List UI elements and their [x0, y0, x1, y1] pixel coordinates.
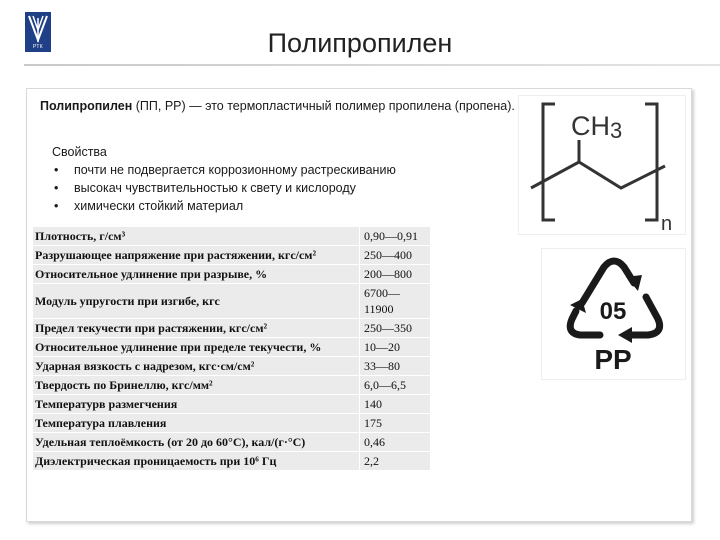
- recycle-triangle-icon: [542, 249, 685, 379]
- page-title: Полипропилен: [267, 28, 453, 58]
- table-row: [33, 452, 430, 471]
- table-row: [33, 376, 430, 395]
- property-name: Относительное удлинение при разрыве, %: [33, 265, 360, 284]
- property-value: 2,2: [360, 452, 431, 471]
- table-row: [33, 227, 430, 246]
- property-name: Разрушающее напряжение при растяжении, кгс/см²: [33, 246, 360, 265]
- intro-term: Полипропилен: [40, 99, 133, 113]
- table-row: [33, 414, 430, 433]
- properties-list: [52, 161, 472, 215]
- property-name: Плотность, г/см³: [33, 227, 360, 246]
- recycle-label: PP: [594, 344, 632, 375]
- property-value: 250—350: [360, 319, 431, 338]
- property-name: Модуль упругости при изгибе, кгс: [33, 284, 360, 319]
- structural-formula: [518, 95, 686, 235]
- property-name: Диэлектрическая проницаемость при 10⁶ Гц: [33, 452, 360, 471]
- property-name: Твердость по Бринеллю, кгс/мм²: [33, 376, 360, 395]
- logo-text: РТК: [33, 44, 43, 50]
- list-item: • почти не подвергается коррозионному растрескиванию: [52, 161, 472, 179]
- table-row: [33, 284, 430, 319]
- property-name: Удельная теплоёмкость (от 20 до 60°С), кал/(г·°С): [33, 433, 360, 452]
- property-value: 250—400: [360, 246, 431, 265]
- property-value: 10—20: [360, 338, 431, 357]
- slide-header: [0, 0, 720, 64]
- property-name: Относительное удлинение при пределе текучести, %: [33, 338, 360, 357]
- intro-paragraph: [40, 98, 520, 115]
- property-value: 6700—11900: [360, 284, 431, 319]
- table-row: [33, 357, 430, 376]
- intro-text: (ПП, PP) — это термопластичный полимер пропилена (пропена).: [132, 99, 515, 113]
- recycling-symbol: [541, 248, 686, 380]
- property-value: 140: [360, 395, 431, 414]
- polypropylene-formula-diagram: [519, 96, 685, 234]
- recycle-code: 05: [599, 298, 627, 325]
- list-item: • высокач чувствительностью к свету и кислороду: [52, 179, 472, 197]
- properties-heading: Свойства: [52, 145, 107, 159]
- table-row: [33, 433, 430, 452]
- property-name: Ударная вязкость с надрезом, кгс·см/см²: [33, 357, 360, 376]
- property-name: Температурв размегчения: [33, 395, 360, 414]
- property-value: 33—80: [360, 357, 431, 376]
- table-row: [33, 265, 430, 284]
- methyl-group-label: CH3: [571, 111, 623, 143]
- repeat-subscript: n: [661, 213, 673, 234]
- property-value: 200—800: [360, 265, 431, 284]
- property-value: 175: [360, 414, 431, 433]
- property-name: Температура плавления: [33, 414, 360, 433]
- header-divider: [24, 64, 720, 66]
- table-row: [33, 319, 430, 338]
- property-value: 6,0—6,5: [360, 376, 431, 395]
- property-value: 0,90—0,91: [360, 227, 431, 246]
- list-item: • химически стойкий материал: [52, 197, 472, 215]
- table-row: [33, 246, 430, 265]
- table-row: [33, 338, 430, 357]
- properties-table: [33, 227, 430, 471]
- property-value: 0,46: [360, 433, 431, 452]
- properties-section: [52, 143, 472, 215]
- property-name: Предел текучести при растяжении, кгс/см²: [33, 319, 360, 338]
- table-row: [33, 395, 430, 414]
